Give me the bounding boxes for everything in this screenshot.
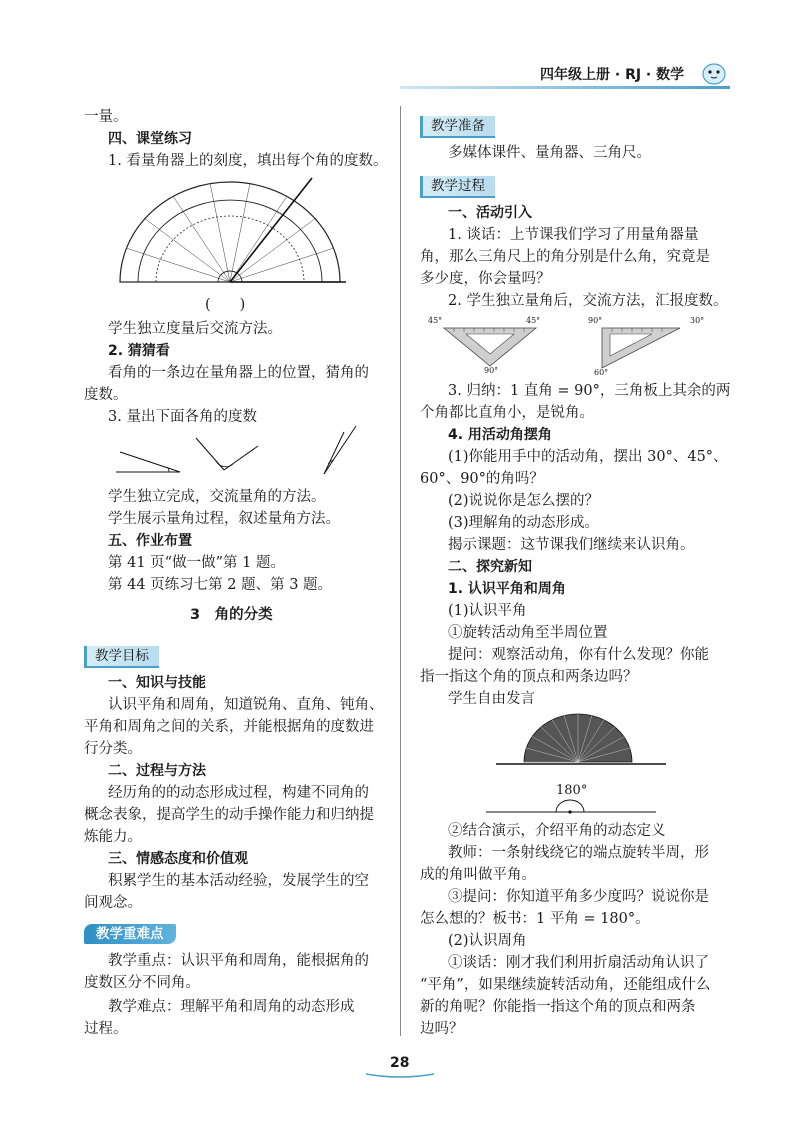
protractor-figure bbox=[110, 176, 350, 288]
line: “平角”，如果继续旋转活动角，还能组成什么 bbox=[420, 977, 711, 993]
line: 学生展示量角过程，叙述量角方法。 bbox=[108, 511, 340, 527]
angle-label: 45° bbox=[526, 316, 541, 325]
section-tag-objectives: 教学目标 bbox=[84, 646, 159, 668]
header-bar bbox=[400, 86, 730, 89]
straight-angle-figure bbox=[484, 796, 658, 816]
section-heading: 三、情感态度和价值观 bbox=[108, 851, 248, 867]
line: 炼能力。 bbox=[84, 829, 142, 845]
question: 3. 量出下面各角的度数 bbox=[108, 409, 257, 425]
line: ②结合演示，介绍平角的动态定义 bbox=[448, 823, 666, 839]
line: ①旋转活动角至半周位置 bbox=[448, 625, 608, 641]
line: 认识平角和周角，知道锐角、直角、钝角、 bbox=[108, 697, 384, 713]
fan-straight-angle-figure bbox=[494, 708, 668, 768]
line: 一量。 bbox=[84, 109, 128, 125]
mascot-icon bbox=[700, 58, 728, 86]
line: 度数。 bbox=[84, 387, 128, 403]
section-heading: 四、课堂练习 bbox=[108, 131, 192, 147]
angles-figure bbox=[108, 424, 368, 480]
line: (2)说说你是怎么摆的？ bbox=[448, 493, 600, 509]
lesson-title: 3 角的分类 bbox=[190, 607, 273, 623]
line: (3)理解角的动态形成。 bbox=[448, 515, 600, 531]
line: 积累学生的基本活动经验，发展学生的空 bbox=[108, 873, 369, 889]
line: 看角的一条边在量角器上的位置，猜角的 bbox=[108, 365, 369, 381]
line: (2)认识周角 bbox=[448, 933, 527, 949]
line: 成的角叫做平角。 bbox=[420, 867, 536, 883]
header-title: 四年级上册 · RJ · 数学 bbox=[540, 67, 685, 83]
line: 个角都比直角小，是锐角。 bbox=[420, 405, 594, 421]
section-heading: 二、探究新知 bbox=[448, 559, 532, 575]
line: 指一指这个角的顶点和两条边吗？ bbox=[420, 669, 638, 685]
line: 间观念。 bbox=[84, 895, 142, 911]
line: 过程。 bbox=[84, 1021, 128, 1037]
line: 教师：一条射线绕它的端点旋转半周，形 bbox=[448, 845, 709, 861]
line: 新的角呢？你能指一指这个角的顶点和两条 bbox=[420, 999, 696, 1015]
line: 怎么想的？板书：1 平角 = 180°。 bbox=[420, 911, 650, 927]
line: (1)你能用手中的活动角，摆出 30°、45°、 bbox=[448, 449, 728, 465]
line: 2. 学生独立量角后，交流方法，汇报度数。 bbox=[448, 293, 728, 309]
line: 60°、90°的角吗？ bbox=[420, 471, 544, 487]
line: 角，那么三角尺上的角分别是什么角，究竟是 bbox=[420, 249, 710, 265]
angle-label: 90° bbox=[588, 316, 603, 325]
question: 1. 看量角器上的刻度，填出每个角的度数。 bbox=[108, 153, 388, 169]
line: 教学难点：理解平角和周角的动态形成 bbox=[108, 999, 355, 1015]
line: 经历角的的动态形成过程，构建不同角的 bbox=[108, 785, 369, 801]
angle-label: 60° bbox=[594, 368, 609, 377]
section-heading: 一、活动引入 bbox=[448, 205, 532, 221]
answer-parentheses: ( ) bbox=[205, 297, 246, 313]
line: 教学重点：认识平角和周角，能根据角的 bbox=[108, 953, 369, 969]
line: 提问：观察活动角，你有什么发现？你能 bbox=[448, 647, 709, 663]
section-tag-key-points: 教学重难点 bbox=[84, 924, 176, 944]
line: 学生独立度量后交流方法。 bbox=[108, 321, 282, 337]
line: (1)认识平角 bbox=[448, 603, 527, 619]
line: 学生自由发言 bbox=[448, 691, 535, 707]
triangle-30-60-figure bbox=[598, 326, 684, 372]
line: ①谈话：刚才我们利用折扇活动角认识了 bbox=[448, 955, 709, 971]
section-heading: 五、作业布置 bbox=[108, 533, 192, 549]
line: 平角和周角之间的关系，并能根据角的度数进 bbox=[84, 719, 374, 735]
angle-label: 45° bbox=[428, 316, 443, 325]
line: 1. 谈话：上节课我们学习了用量角器量 bbox=[448, 227, 699, 243]
question: 2. 猜猜看 bbox=[108, 343, 170, 359]
line: ③提问：你知道平角多少度吗？说说你是 bbox=[448, 889, 709, 905]
line: 揭示课题：这节课我们继续来认识角。 bbox=[448, 537, 695, 553]
section-tag-process: 教学过程 bbox=[420, 176, 495, 198]
page-number: 28 bbox=[390, 1055, 410, 1071]
angle-label: 90° bbox=[484, 366, 499, 375]
angle-label-180: 180° bbox=[556, 783, 588, 798]
page-number-ornament bbox=[364, 1070, 436, 1078]
line: 多少度，你会量吗？ bbox=[420, 271, 551, 287]
line: 概念表象，提高学生的动手操作能力和归纳提 bbox=[84, 807, 374, 823]
section-heading: 一、知识与技能 bbox=[108, 675, 206, 691]
angle-label: 30° bbox=[690, 316, 705, 325]
line: 多媒体课件、量角器、三角尺。 bbox=[448, 145, 651, 161]
column-divider bbox=[400, 106, 401, 1036]
section-heading: 二、过程与方法 bbox=[108, 763, 206, 779]
line: 第 41 页“做一做”第 1 题。 bbox=[108, 555, 285, 571]
triangle-45-figure bbox=[440, 326, 540, 370]
line: 度数区分不同角。 bbox=[84, 975, 200, 991]
line: 第 44 页练习七第 2 题、第 3 题。 bbox=[108, 577, 333, 593]
line: 3. 归纳：1 直角 = 90°，三角板上其余的两 bbox=[448, 383, 731, 399]
line: 边吗？ bbox=[420, 1021, 464, 1037]
line: 行分类。 bbox=[84, 741, 142, 757]
section-heading: 1. 认识平角和周角 bbox=[448, 581, 566, 597]
section-heading: 4. 用活动角摆角 bbox=[448, 427, 552, 443]
line: 学生独立完成，交流量角的方法。 bbox=[108, 489, 326, 505]
section-tag-preparation: 教学准备 bbox=[420, 116, 495, 138]
